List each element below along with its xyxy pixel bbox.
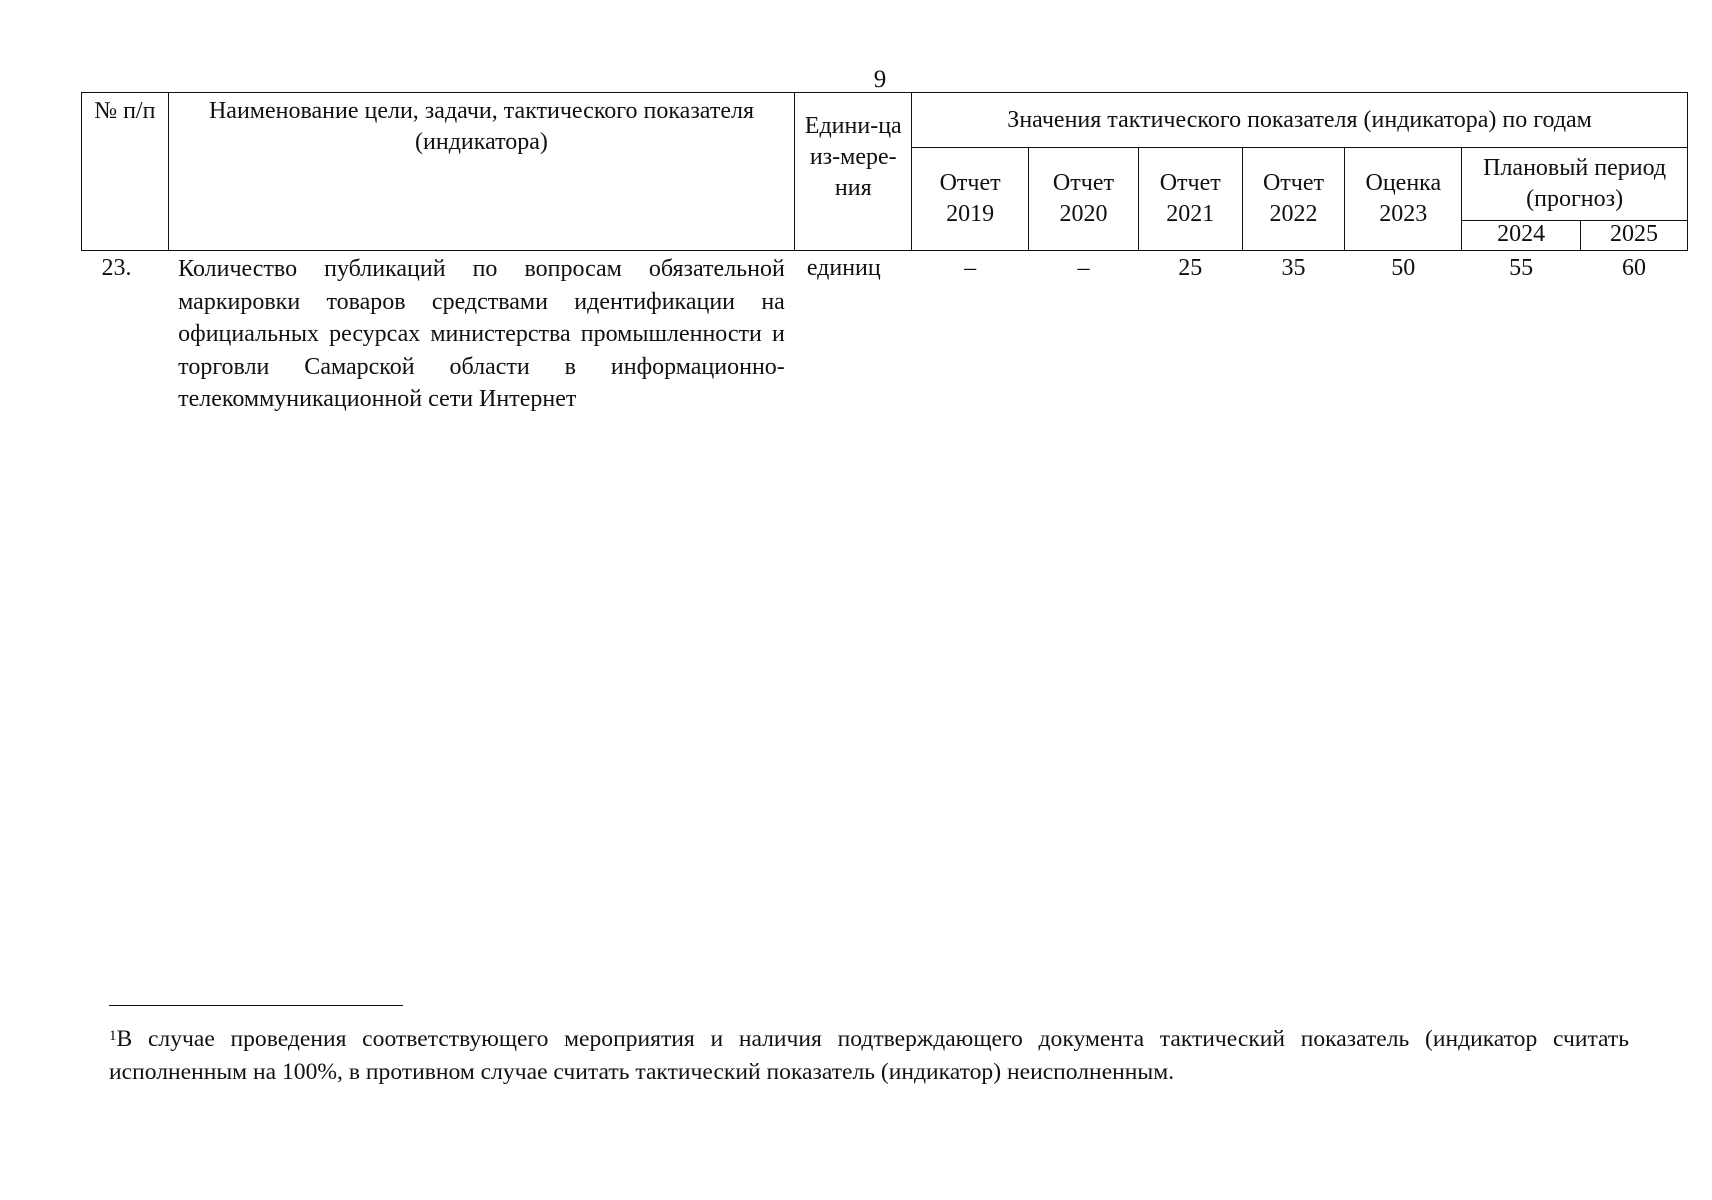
header-unit: Едини-ца из-мере-ния xyxy=(795,93,912,251)
header-values-group: Значения тактического показателя (индикатора) по годам xyxy=(912,93,1688,148)
header-plan-year: 2024 xyxy=(1462,221,1581,251)
header-year: Отчет 2020 xyxy=(1029,148,1139,251)
footnote xyxy=(109,1020,1629,1089)
row-name: Количество публикаций по вопросам обязательной маркировки товаров средствами идентификации на официальных ресурсах министерства промышленности и торговли Самарской области в информационно-телекоммуникационной сети Интернет xyxy=(178,256,785,412)
header-no: № п/п xyxy=(82,93,169,251)
row-value: 25 xyxy=(1178,255,1203,281)
page-number: 9 xyxy=(873,66,887,93)
footnote-marker: 1 xyxy=(109,1028,117,1044)
header-year: Отчет 2019 xyxy=(912,148,1029,251)
header-year: Отчет 2022 xyxy=(1242,148,1345,251)
row-value: – xyxy=(1077,255,1090,281)
footnote-divider xyxy=(109,1005,403,1006)
row-value: 55 xyxy=(1509,255,1534,281)
header-plan-period: Плановый период (прогноз) xyxy=(1462,148,1688,221)
footnote-text: В случае проведения соответствующего мероприятия и наличия подтверждающего документа тактический показатель (индикатор считать исполненным на 100%, в противном случае считать тактический показатель (индикатор) неисполненным. xyxy=(109,1026,1629,1085)
header-name: Наименование цели, задачи, тактического показателя (индикатора) xyxy=(168,93,795,251)
row-value: 50 xyxy=(1391,255,1416,281)
header-row-1 xyxy=(82,93,1688,148)
indicators-table xyxy=(81,92,1688,419)
row-unit: единиц xyxy=(806,255,881,281)
row-value: 35 xyxy=(1281,255,1306,281)
row-value: – xyxy=(964,255,977,281)
row-value: 60 xyxy=(1622,255,1647,281)
row-number: 23. xyxy=(101,255,132,281)
header-year: Отчет 2021 xyxy=(1138,148,1242,251)
header-plan-year: 2025 xyxy=(1581,221,1688,251)
table-row xyxy=(82,251,1688,419)
header-year: Оценка 2023 xyxy=(1345,148,1462,251)
